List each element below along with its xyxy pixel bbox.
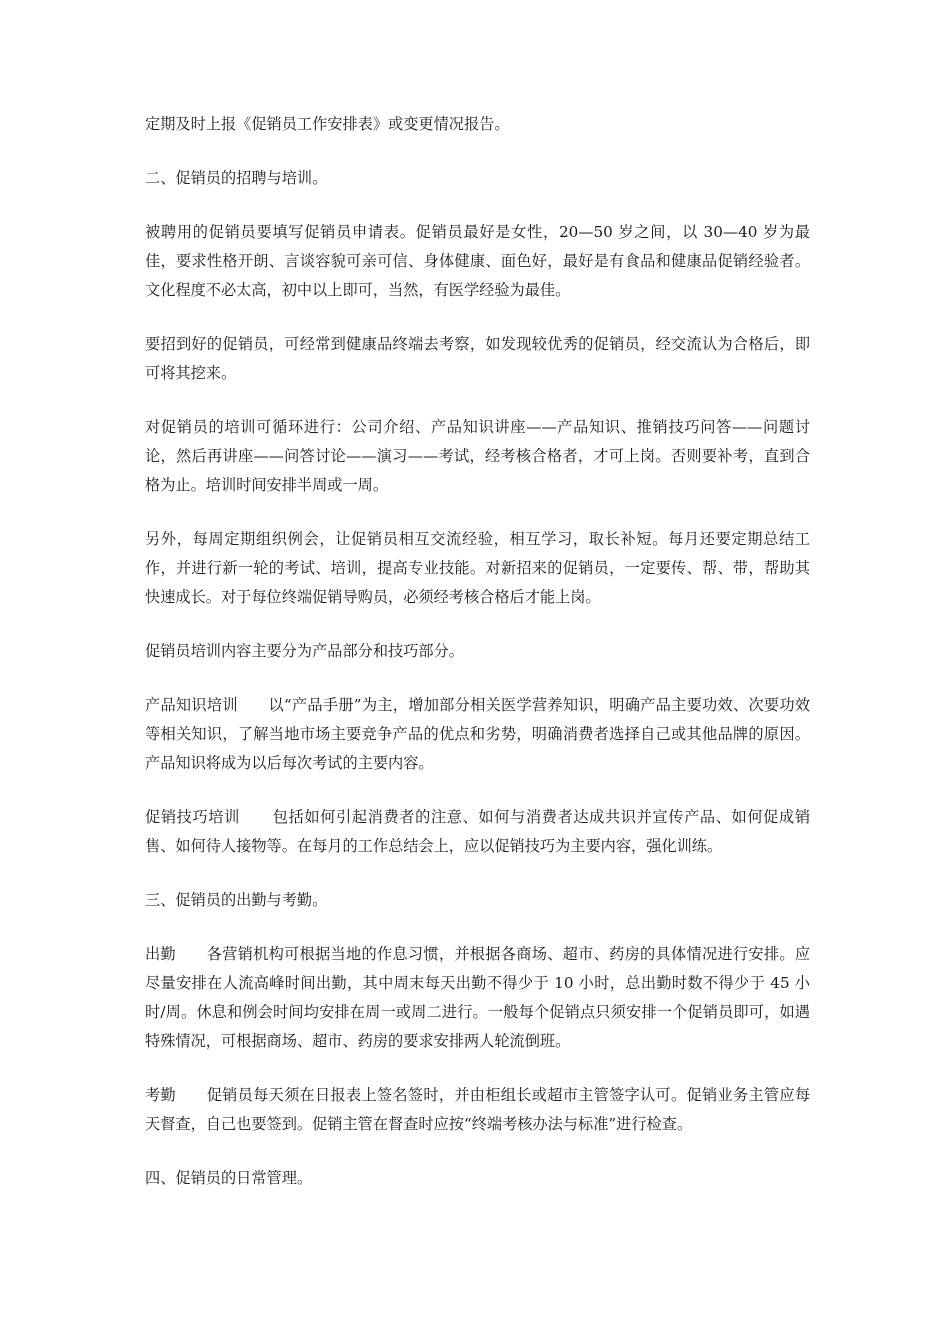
paragraph-text: 对促销员的培训可循环进行：公司介绍、产品知识讲座——产品知识、推销技巧问答——问题讨论，然后再讲座——问答讨论——演习——考试，经考核合格者，才可上岗。否则要补考，直到合格为止。培训时间安排半周或一周。 [145, 418, 810, 494]
paragraph-weekly-meetings [145, 525, 810, 612]
paragraph-lead-term: 考勤 [145, 1086, 176, 1104]
paragraph-lead-term: 促销技巧培训 [145, 808, 240, 826]
paragraph-product-training [145, 691, 810, 778]
paragraph-text: 以“产品手册”为主，增加部分相关医学营养知识，明确产品主要功效、次要功效等相关知识，了解当地市场主要竞争产品的优点和劣势，明确消费者选择自己或其他品牌的原因。产品知识将成为以后每次考试的主要内容。 [145, 696, 811, 772]
paragraph-requirements [145, 218, 810, 305]
paragraph-text: 促销员培训内容主要分为产品部分和技巧部分。 [145, 642, 464, 660]
paragraph-training-cycle [145, 413, 810, 500]
heading-text: 三、促销员的出勤与考勤。 [145, 891, 328, 909]
paragraph-attendance-check [145, 1081, 810, 1139]
paragraph-lead-term: 产品知识培训 [145, 696, 238, 714]
paragraph-text: 定期及时上报《促销员工作安排表》或变更情况报告。 [145, 115, 510, 133]
paragraph-skills-training [145, 803, 810, 861]
paragraph-text: 促销员每天须在日报表上签名签时，并由柜组长或超市主管签字认可。促销业务主管应每天督查，自己也要签到。促销主管在督查时应按“终端考核办法与标准”进行检查。 [145, 1086, 811, 1133]
paragraph-text: 要招到好的促销员，可经常到健康品终端去考察，如发现较优秀的促销员，经交流认为合格后，即可将其挖来。 [145, 335, 810, 382]
paragraph-attendance [145, 940, 810, 1056]
paragraph-report-note [145, 110, 810, 139]
paragraph-text: 各营销机构可根据当地的作息习惯，并根据各商场、超市、药房的具体情况进行安排。应尽量安排在人流高峰时间出勤，其中周末每天出勤不得少于 10 小时，总出勤时数不得少于 45 小时/周。休息和例会时间均安排在周一或周二进行。一般每个促销点只须安排一个促销员即可，如遇特殊情况，可根据商场、超市、药房的要求安排两人轮流倒班。 [145, 945, 811, 1050]
paragraph-text: 另外，每周定期组织例会，让促销员相互交流经验，相互学习，取长补短。每月还要定期总结工作，并进行新一轮的考试、培训，提高专业技能。对新招来的促销员，一定要传、帮、带，帮助其快速成长。对于每位终端促销导购员，必须经考核合格后才能上岗。 [145, 530, 810, 606]
document-body [145, 110, 810, 1218]
paragraph-training-content [145, 637, 810, 666]
paragraph-recruiting-tip [145, 330, 810, 388]
section-heading-daily-management [145, 1164, 810, 1193]
section-heading-recruitment [145, 164, 810, 193]
paragraph-lead-term: 出勤 [145, 945, 176, 963]
paragraph-text: 被聘用的促销员要填写促销员申请表。促销员最好是女性，20—50 岁之间，以 30—40 岁为最佳，要求性格开朗、言谈容貌可亲可信、身体健康、面色好，最好是有食品和健康品促销经验者。文化程度不必太高，初中以上即可，当然，有医学经验为最佳。 [145, 223, 810, 299]
section-heading-attendance [145, 886, 810, 915]
heading-text: 二、促销员的招聘与培训。 [145, 169, 328, 187]
paragraph-text: 包括如何引起消费者的注意、如何与消费者达成共识并宣传产品、如何促成销售、如何待人接物等。在每月的工作总结会上，应以促销技巧为主要内容，强化训练。 [145, 808, 811, 855]
heading-text: 四、促销员的日常管理。 [145, 1169, 313, 1187]
